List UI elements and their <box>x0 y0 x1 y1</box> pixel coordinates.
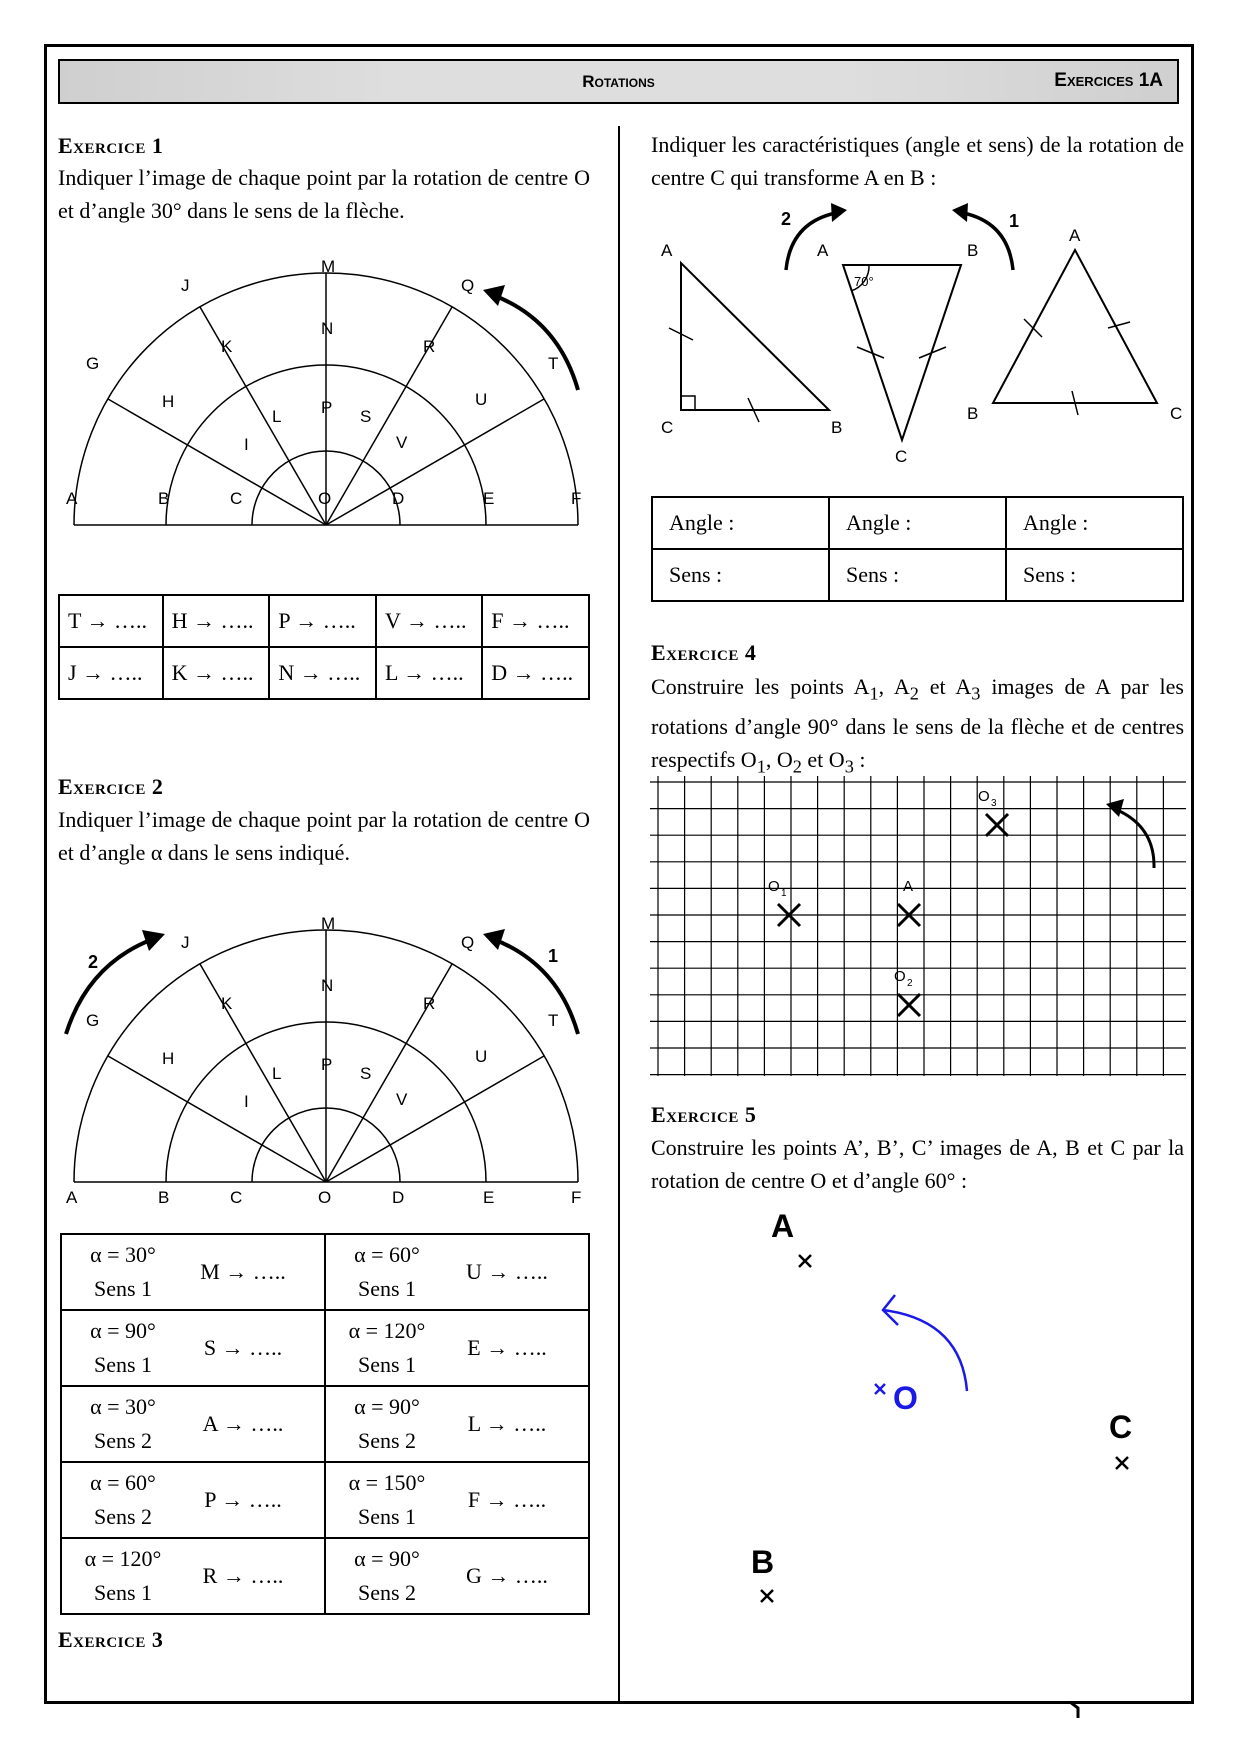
alpha-value: α = 90° <box>354 1546 420 1571</box>
sens-value: Sens 1 <box>357 1352 417 1377</box>
ex1-label-A: A <box>66 489 78 508</box>
ex2-cell[interactable] <box>61 1234 325 1310</box>
ex1-label-Q: Q <box>461 276 475 295</box>
ex5-label-B: B <box>751 1544 775 1580</box>
ex2-label-C: C <box>230 1188 243 1207</box>
ex2-label-D: D <box>392 1188 405 1207</box>
sens-value: Sens 1 <box>93 1352 153 1377</box>
alpha-value: α = 150° <box>348 1470 426 1495</box>
ex2-label-V: V <box>396 1090 408 1109</box>
ex3-text: Indiquer les caractéristiques (angle et sens) de la rotation de centre C qui transforme A en B : <box>651 132 1184 190</box>
ex1-label-G: G <box>86 354 100 373</box>
ex4-grid[interactable] <box>650 776 1186 1076</box>
ex1-label-N: N <box>321 319 334 338</box>
ex3-figure <box>651 200 1191 480</box>
ex4-title: Exercice 4 <box>651 640 757 665</box>
alpha-value: α = 120° <box>84 1546 162 1571</box>
ex5-title: Exercice 5 <box>651 1102 757 1127</box>
map-value: S → ….. <box>203 1335 283 1360</box>
sens-value: Sens 2 <box>93 1504 153 1529</box>
sens-value: Sens 1 <box>357 1504 417 1529</box>
frame-corner-mark <box>1060 1690 1100 1720</box>
ex3-t1-B: B <box>831 418 843 437</box>
sens-value: Sens 1 <box>357 1276 417 1301</box>
ex2-label-Q: Q <box>461 933 475 952</box>
ex1-label-D: D <box>392 489 405 508</box>
ex4-O2: O <box>894 968 906 985</box>
ex4-O3: O <box>978 788 990 805</box>
ex5-label-O: O <box>893 1380 918 1416</box>
ex2-cell[interactable] <box>325 1538 589 1614</box>
ex3-t2-A: A <box>817 241 829 260</box>
ex1-cell[interactable]: P → ….. <box>269 595 376 647</box>
map-value: G → ….. <box>466 1563 548 1588</box>
ex3-t3-B: B <box>967 404 979 423</box>
ex2-table <box>60 1233 590 1615</box>
ex1-cell[interactable]: T → ….. <box>59 595 163 647</box>
ex3-t1-A: A <box>661 241 673 260</box>
ex1-label-S: S <box>360 407 372 426</box>
ex1-label-F: F <box>571 489 582 508</box>
sens-cell[interactable]: Sens : <box>652 549 829 601</box>
ex1-label-P: P <box>321 398 333 417</box>
ex1-label-I: I <box>244 435 249 454</box>
ex3-t1-C: C <box>661 418 674 437</box>
ex1-label-V: V <box>396 433 408 452</box>
ex4-A: A <box>903 878 914 895</box>
ex1-label-K: K <box>221 337 233 356</box>
exercise-code: Exercices 1A <box>1054 70 1163 91</box>
ex4-O1: O <box>768 878 780 895</box>
ex2-label-O: O <box>318 1188 332 1207</box>
ex3-arrow-right-label: 1 <box>1009 211 1020 231</box>
alpha-value: α = 90° <box>90 1318 156 1343</box>
ex1-text: Indiquer l’image de chaque point par la rotation de centre O et d’angle 30° dans le sens de la flèche. <box>58 165 590 223</box>
ex1-title: Exercice 1 <box>58 133 164 158</box>
map-value: E → ….. <box>467 1335 547 1360</box>
ex2-label-I: I <box>244 1092 249 1111</box>
sens-value: Sens 2 <box>93 1428 153 1453</box>
map-value: U → ….. <box>466 1259 548 1284</box>
sens-value: Sens 2 <box>357 1428 417 1453</box>
ex1-label-U: U <box>475 390 488 409</box>
ex2-label-L: L <box>272 1064 282 1083</box>
ex1-cell[interactable]: H → ….. <box>163 595 270 647</box>
ex1-figure <box>58 260 618 580</box>
ex2-cell[interactable] <box>61 1310 325 1386</box>
ex2-figure <box>58 900 618 1220</box>
ex2-cell[interactable] <box>61 1386 325 1462</box>
ex1-cell[interactable]: J → ….. <box>59 647 163 699</box>
ex2-label-B: B <box>158 1188 170 1207</box>
ex2-label-K: K <box>221 994 233 1013</box>
ex2-label-J: J <box>181 933 190 952</box>
ex2-label-H: H <box>162 1049 175 1068</box>
sens-cell[interactable]: Sens : <box>829 549 1006 601</box>
angle-cell[interactable]: Angle : <box>652 497 829 549</box>
ex2-cell[interactable] <box>61 1462 325 1538</box>
ex2-label-M: M <box>321 914 336 933</box>
map-value: P → ….. <box>204 1487 282 1512</box>
ex1-label-T: T <box>548 354 559 373</box>
column-divider <box>618 126 620 1704</box>
sens-value: Sens 2 <box>357 1580 417 1605</box>
ex2-label-A: A <box>66 1188 78 1207</box>
ex2-label-S: S <box>360 1064 372 1083</box>
ex1-label-J: J <box>181 276 190 295</box>
ex3-t3-C: C <box>1170 404 1183 423</box>
header-title: Rotations <box>582 72 655 91</box>
ex3-t3-A: A <box>1069 226 1081 245</box>
svg-text:3: 3 <box>991 798 997 809</box>
ex2-arrow-left-label: 2 <box>88 952 99 972</box>
ex1-cell[interactable]: F → ….. <box>482 595 589 647</box>
ex1-cell[interactable]: N → ….. <box>269 647 376 699</box>
ex4-text: Construire les points $A_1$, $A_2$ et $A_3$ images de A par les rotations d’angle 90° dans le sens de la flèche et de centres respectifs $O_1$, $O_2$ et $O_3$ : <box>651 674 1184 777</box>
ex5-label-A: A <box>771 1208 795 1244</box>
ex2-cell[interactable] <box>325 1234 589 1310</box>
svg-text:1: 1 <box>781 888 787 899</box>
ex1-cell[interactable]: L → ….. <box>376 647 482 699</box>
alpha-value: α = 30° <box>90 1242 156 1267</box>
ex2-label-E: E <box>483 1188 495 1207</box>
ex1-label-H: H <box>162 392 175 411</box>
ex2-cell[interactable] <box>325 1386 589 1462</box>
ex1-label-E: E <box>483 489 495 508</box>
map-value: R → ….. <box>202 1563 284 1588</box>
ex3-title: Exercice 3 <box>58 1627 164 1652</box>
ex3-table <box>651 496 1184 602</box>
ex2-arrow-right-label: 1 <box>548 946 559 966</box>
map-value: M → ….. <box>200 1259 286 1284</box>
ex1-cell[interactable]: K → ….. <box>163 647 270 699</box>
ex2-label-G: G <box>86 1011 100 1030</box>
alpha-value: α = 120° <box>348 1318 426 1343</box>
map-value: F → ….. <box>467 1487 547 1512</box>
ex5-label-C: C <box>1109 1409 1133 1445</box>
sens-value: Sens 1 <box>93 1276 153 1301</box>
ex1-label-M: M <box>321 260 336 276</box>
map-value: A → ….. <box>202 1411 284 1436</box>
ex1-label-B: B <box>158 489 170 508</box>
angle-cell[interactable]: Angle : <box>829 497 1006 549</box>
angle-cell[interactable]: Angle : <box>1006 497 1183 549</box>
ex1-cell[interactable]: V → ….. <box>376 595 482 647</box>
ex5-text: Construire les points A’, B’, C’ images de A, B et C par la rotation de centre O et d’angle 60° : <box>651 1135 1184 1193</box>
alpha-value: α = 90° <box>354 1394 420 1419</box>
ex1-label-C: C <box>230 489 243 508</box>
ex1-table <box>58 594 590 700</box>
map-value: L → ….. <box>467 1411 547 1436</box>
ex2-label-P: P <box>321 1055 333 1074</box>
ex2-cell[interactable] <box>61 1538 325 1614</box>
ex2-label-U: U <box>475 1047 488 1066</box>
ex1-label-R: R <box>423 337 436 356</box>
ex2-cell[interactable] <box>325 1310 589 1386</box>
ex3-arrow-left-label: 2 <box>781 209 792 229</box>
alpha-value: α = 30° <box>90 1394 156 1419</box>
ex2-cell[interactable] <box>325 1462 589 1538</box>
ex2-label-F: F <box>571 1188 582 1207</box>
sens-value: Sens 1 <box>93 1580 153 1605</box>
angle-mark: 70° <box>854 274 874 289</box>
ex1-cell[interactable]: D → ….. <box>482 647 589 699</box>
ex3-t2-B: B <box>967 241 979 260</box>
ex1-label-O: O <box>318 489 332 508</box>
ex2-label-R: R <box>423 994 436 1013</box>
alpha-value: α = 60° <box>354 1242 420 1267</box>
ex2-label-T: T <box>548 1011 559 1030</box>
page-header <box>58 59 1179 104</box>
sens-cell[interactable]: Sens : <box>1006 549 1183 601</box>
ex1-label-L: L <box>272 407 282 426</box>
ex2-text: Indiquer l’image de chaque point par la rotation de centre O et d’angle α dans le sens indiqué. <box>58 807 590 865</box>
ex2-label-N: N <box>321 976 334 995</box>
ex5-figure <box>651 1195 1191 1635</box>
svg-text:2: 2 <box>907 978 913 989</box>
ex3-t2-C: C <box>895 447 908 466</box>
alpha-value: α = 60° <box>90 1470 156 1495</box>
ex2-title: Exercice 2 <box>58 774 164 799</box>
